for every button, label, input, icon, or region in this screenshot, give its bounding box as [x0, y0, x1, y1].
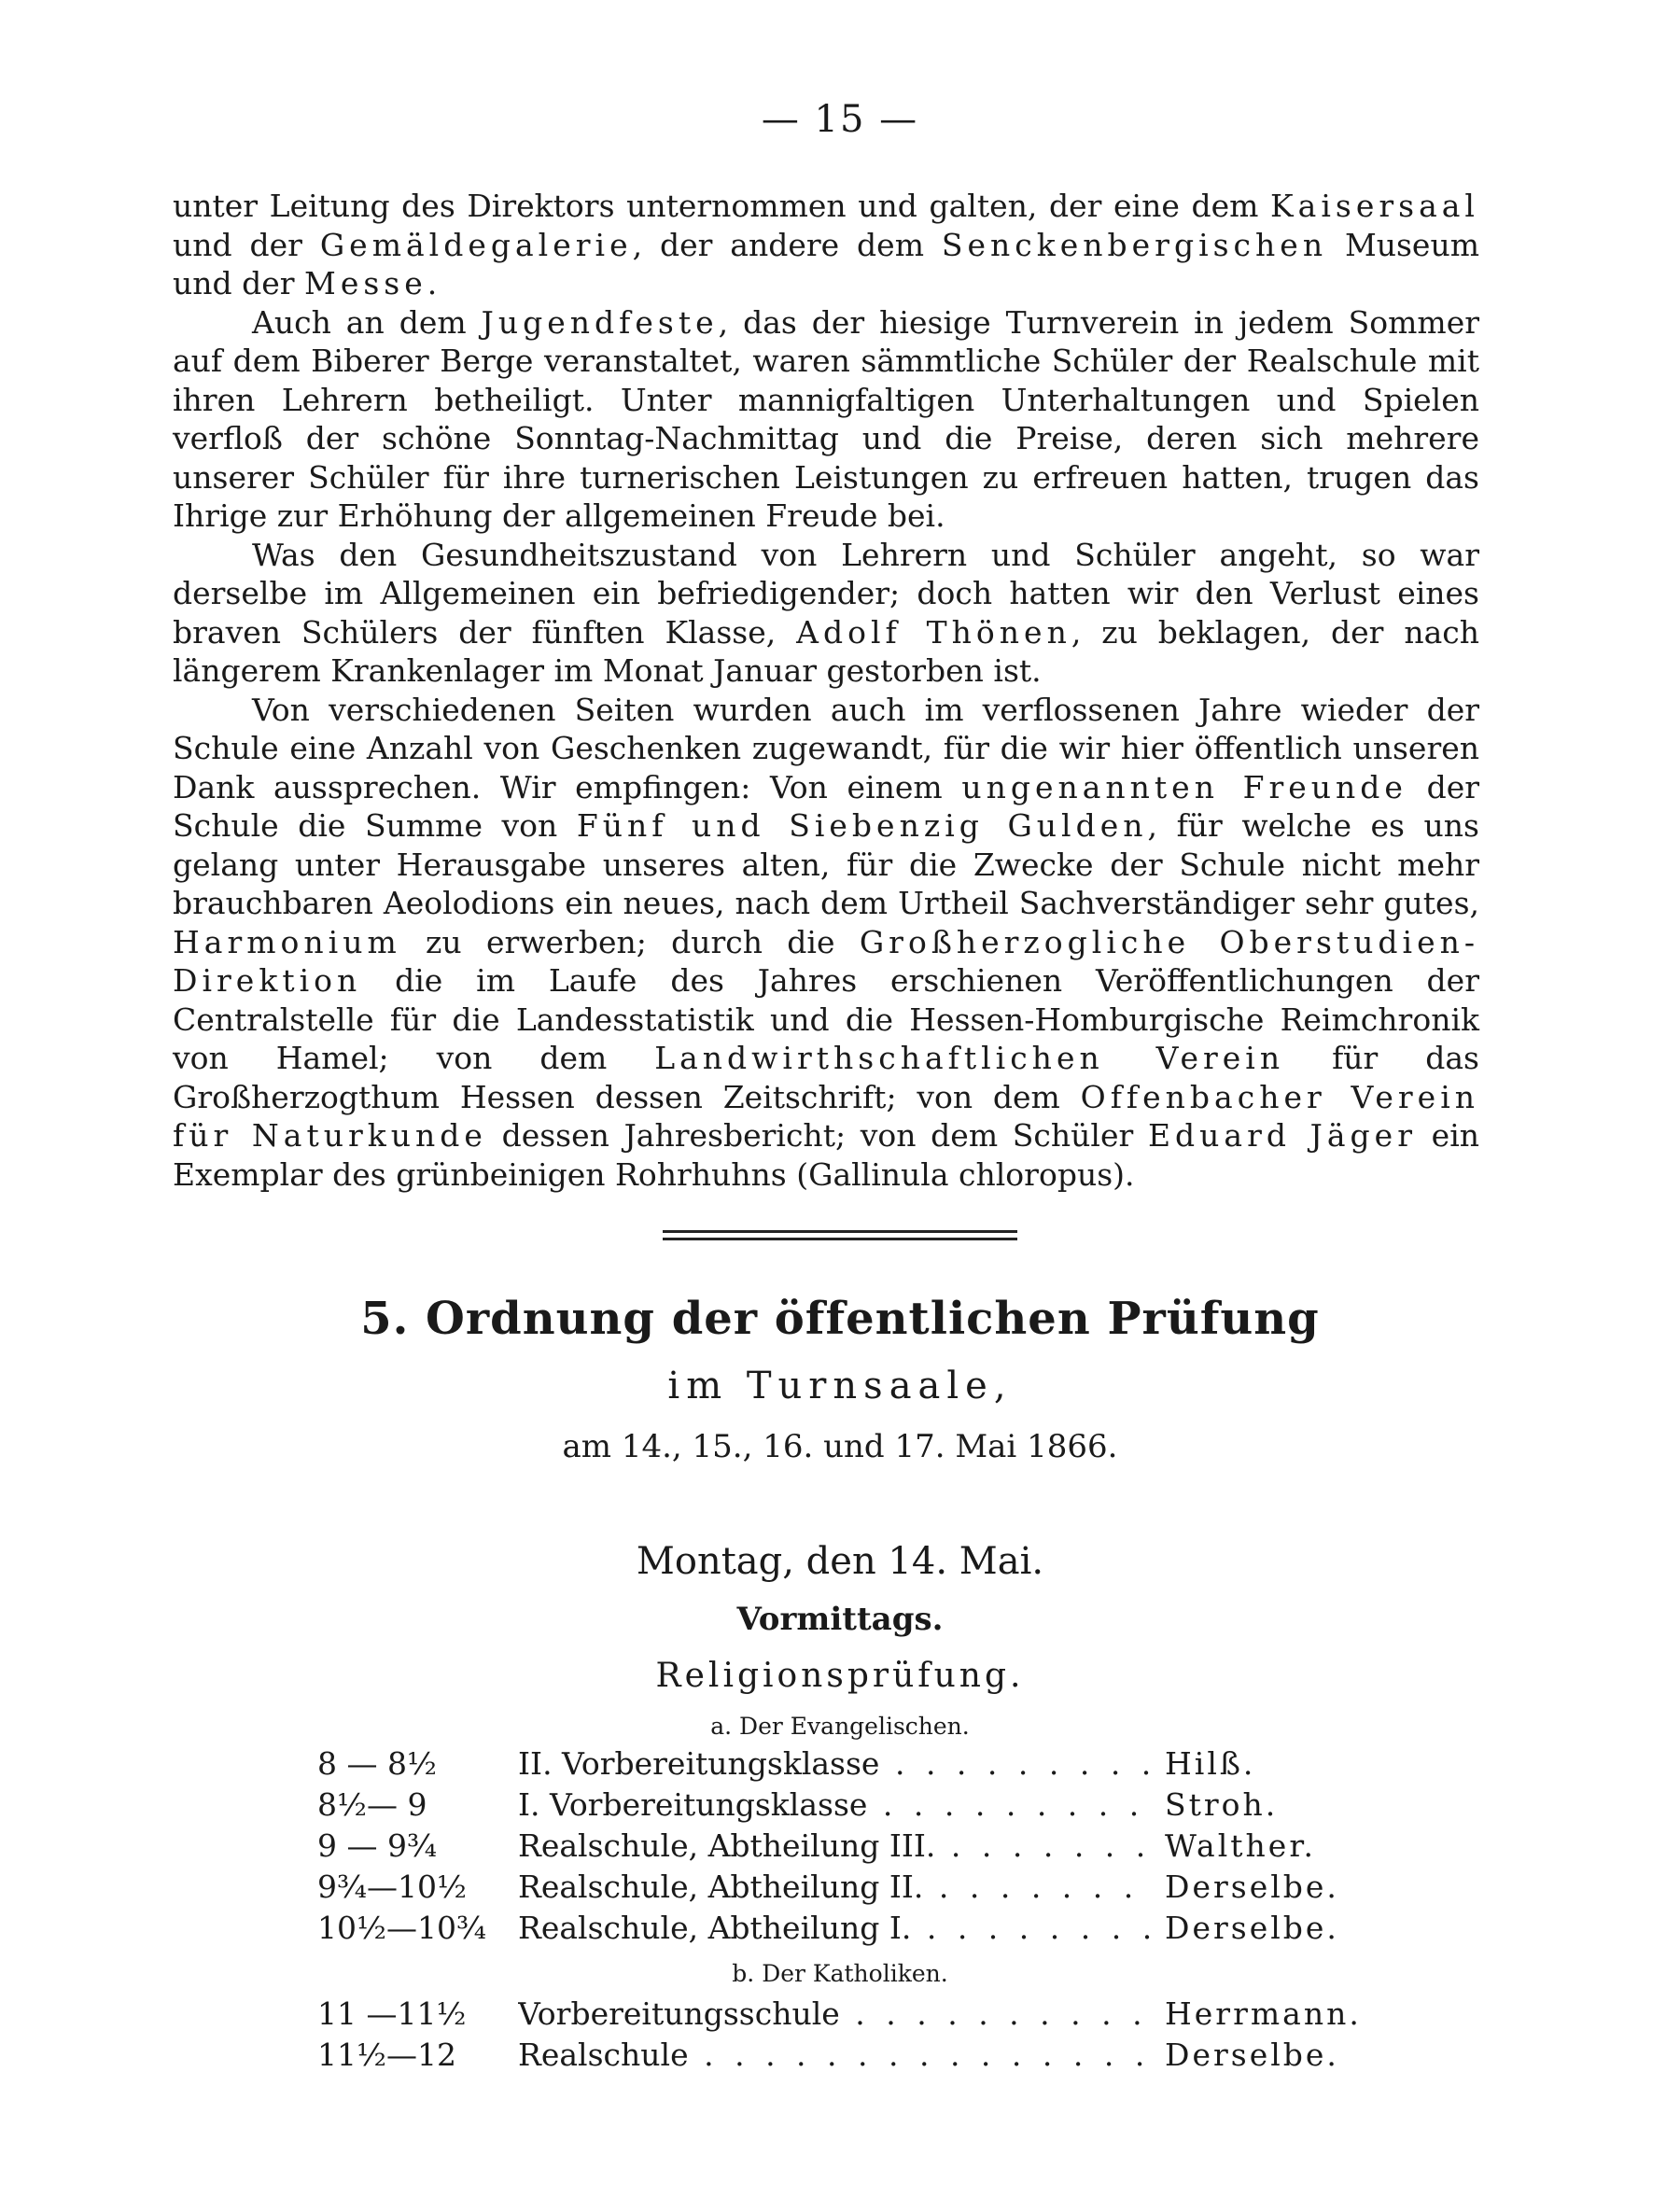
- paragraph-text: , der andere dem: [632, 226, 942, 263]
- paragraph: [173, 536, 1479, 691]
- paragraph-text: Auch an dem: [252, 303, 482, 341]
- emphasized-text: Adolf Thönen: [796, 613, 1071, 651]
- divider-rule-top: [663, 1230, 1017, 1233]
- row-subject: Realschule, Abtheilung III. . . .: [518, 1827, 1153, 1864]
- row-time: 9¾—10½: [317, 1869, 467, 1905]
- row-teacher: Herrmann.: [1157, 1995, 1407, 2032]
- paragraph-text: unter Leitung des Direktors unternommen und galten, der eine dem: [173, 188, 1271, 224]
- emphasized-text: Landwirthschaftlichen Verein: [654, 1040, 1285, 1076]
- schedule-row: [0, 1786, 1680, 1827]
- emphasized-text: Gemäldegalerie: [319, 226, 633, 263]
- row-time: 10½—10¾: [317, 1910, 486, 1946]
- row-subject: Realschule, Abtheilung II. . . .: [518, 1869, 1153, 1905]
- section-title: 5. Ordnung der öffentlichen Prüfung: [360, 1293, 1320, 1345]
- paragraph-text: , zu beklagen, der nach längerem Krankenlager im Monat Januar gestorben ist.: [173, 613, 1480, 689]
- schedule-row: [0, 2037, 1680, 2078]
- emphasized-text: Kaisersaal: [1270, 188, 1479, 224]
- emphasized-text: Jugendfeste: [481, 303, 719, 341]
- row-teacher: Stroh.: [1157, 1786, 1407, 1823]
- schedule-row: [0, 1995, 1680, 2037]
- paragraph-text: ein Exemplar des grünbeinigen Rohrhuhns (Gallinula chloropus).: [173, 1117, 1479, 1193]
- row-subject: Realschule . . .: [518, 2037, 1153, 2073]
- row-subject: II. Vorbereitungsklasse . . .: [518, 1745, 1153, 1782]
- emphasized-text: Senckenbergischen: [941, 226, 1328, 263]
- emphasized-text: Eduard Jäger: [1147, 1117, 1417, 1154]
- paragraph: [173, 691, 1479, 1195]
- group-label-evangelical: a. Der Evangelischen.: [710, 1713, 970, 1740]
- row-teacher: Hilß.: [1157, 1745, 1407, 1782]
- paragraph-text: Museum und der: [173, 226, 1480, 301]
- row-teacher: Derselbe.: [1157, 2037, 1407, 2073]
- paragraph: [173, 187, 1479, 303]
- section-subtitle: im Turnsaale,: [667, 1365, 1013, 1407]
- page-number: — 15 —: [761, 98, 919, 141]
- emphasized-text: Harmonium: [173, 923, 401, 960]
- emphasized-text: Großherzogliche Oberstudien-Direktion: [173, 923, 1479, 999]
- row-time: 9 — 9¾: [317, 1827, 437, 1864]
- paragraph-text: der Schule die Summe von: [173, 768, 1480, 844]
- body-text: [173, 187, 1479, 1194]
- schedule-row: [0, 1910, 1680, 1951]
- row-time: 8½— 9: [317, 1786, 427, 1823]
- schedule-row: [0, 1745, 1680, 1786]
- paragraph-text: und der: [173, 226, 320, 263]
- paragraph-text: .: [427, 265, 438, 301]
- row-subject: I. Vorbereitungsklasse . . .: [518, 1786, 1153, 1823]
- exam-title: Religionsprüfung.: [655, 1657, 1025, 1695]
- row-time: 11 —11½: [317, 1995, 467, 2032]
- schedule-row: [0, 1827, 1680, 1869]
- paragraph: [173, 303, 1479, 536]
- day-title: Montag, den 14. Mai.: [636, 1540, 1044, 1583]
- row-subject: Realschule, Abtheilung I. . . .: [518, 1910, 1153, 1946]
- paragraph-text: , für welche es uns gelang unter Herausgabe unseres alten, für die Zwecke der Schule nicht mehr brauchbaren Aeolodions ein neues, nach dem Urtheil Sachverständiger sehr gutes,: [173, 807, 1479, 921]
- paragraph-text: , das der hiesige Turnverein in jedem Sommer auf dem Biberer Berge veranstaltet, waren sämmtliche Schüler der Realschule mit ihren Lehrern betheiligt. Unter mannigfaltigen Unterhaltungen und Spielen verfloß der schöne Sonntag-Nachmittag und die Preise, deren sich mehrere unserer Schüler für ihre turnerischen Leistungen zu erfreuen hatten, trugen das Ihrige zur Erhöhung der allgemeinen Freude bei.: [173, 303, 1480, 534]
- divider-rule-bottom: [663, 1238, 1017, 1240]
- emphasized-text: ungenannten Freunde: [961, 768, 1407, 805]
- emphasized-text: Fünf und Siebenzig Gulden: [576, 807, 1148, 844]
- paragraph-text: Was den Gesundheitszustand von Lehrern und Schüler angeht, so war derselbe im Allgemeinen ein befriedigender; doch hatten wir den Verlust eines braven Schülers der fünften Klasse,: [173, 536, 1479, 651]
- group-label-catholic: b. Der Katholiken.: [732, 1960, 948, 1987]
- session-label: Vormittags.: [736, 1601, 944, 1638]
- row-teacher: Derselbe.: [1157, 1869, 1407, 1905]
- row-subject: Vorbereitungsschule . . .: [518, 1995, 1153, 2032]
- section-dates: am 14., 15., 16. und 17. Mai 1866.: [562, 1428, 1118, 1465]
- row-time: 11½—12: [317, 2037, 456, 2073]
- paragraph-text: die im Laufe des Jahres erschienen Veröffentlichungen der Centralstelle für die Landesstatistik und die Hessen-Homburgische Reimchronik von Hamel; von dem: [173, 962, 1479, 1076]
- emphasized-text: Offenbacher Verein für Naturkunde: [173, 1078, 1479, 1154]
- row-teacher: Walther.: [1157, 1827, 1407, 1864]
- row-time: 8 — 8½: [317, 1745, 437, 1782]
- schedule-row: [0, 1869, 1680, 1910]
- row-teacher: Derselbe.: [1157, 1910, 1407, 1946]
- paragraph-text: dessen Jahresbericht; von dem Schüler: [486, 1117, 1148, 1154]
- emphasized-text: Messe: [304, 265, 427, 301]
- paragraph-text: Von verschiedenen Seiten wurden auch im verflossenen Jahre wieder der Schule eine Anzahl von Geschenken zugewandt, für die wir hier öffentlich unseren Dank aussprechen. Wir empfingen: Von einem: [173, 691, 1479, 805]
- paragraph-text: für das Großherzogthum Hessen dessen Zeitschrift; von dem: [173, 1040, 1479, 1115]
- paragraph-text: zu erwerben; durch die: [400, 923, 860, 960]
